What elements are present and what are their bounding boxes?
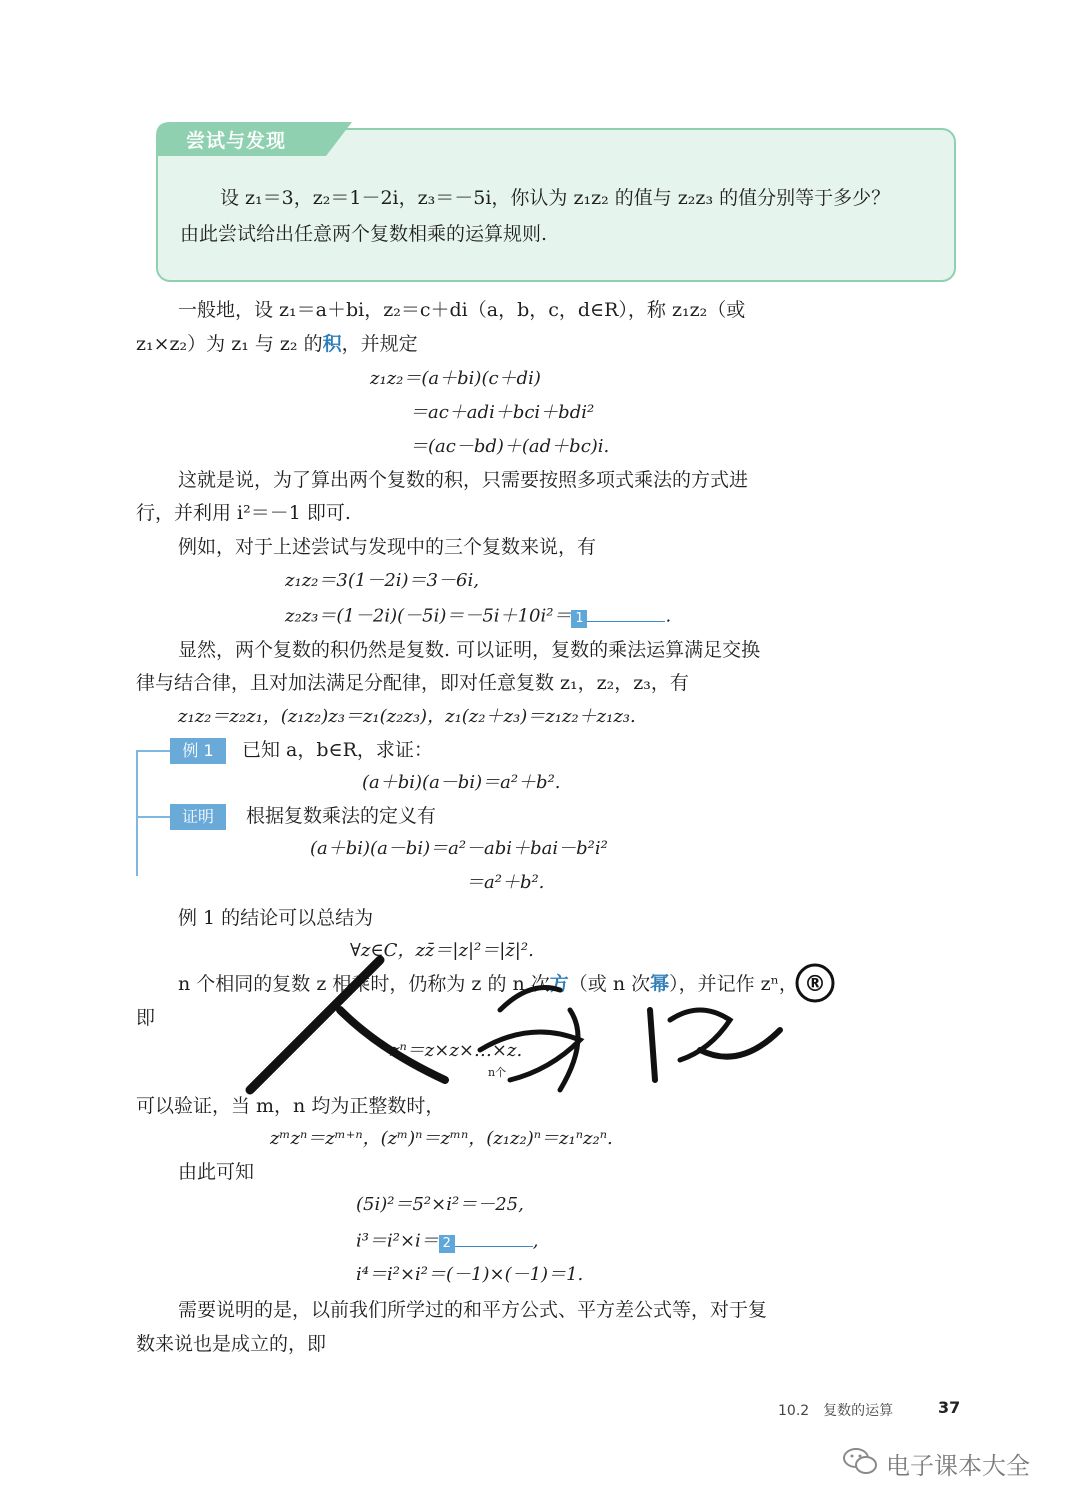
para9-line1: 需要说明的是，以前我们所学过的和平方公式、平方差公式等，对于复 bbox=[178, 1299, 768, 1321]
para1-line2 bbox=[136, 330, 418, 358]
proof-tag: 证明 bbox=[170, 804, 226, 830]
para4-line1: 显然，两个复数的积仍然是复数. 可以证明，复数的乘法运算满足交换 bbox=[178, 639, 761, 661]
para3-line1: 例如，对于上述尝试与发现中的三个复数来说，有 bbox=[178, 536, 597, 558]
blank-underline-2 bbox=[455, 1228, 533, 1247]
power-example-2 bbox=[356, 1228, 539, 1255]
page-number: 37 bbox=[938, 1398, 961, 1417]
registered-mark-text: ® bbox=[804, 972, 826, 997]
para9-line2: 数来说也是成立的，即 bbox=[136, 1333, 327, 1355]
registered-mark-icon bbox=[794, 962, 836, 1004]
wechat-icon bbox=[842, 1446, 878, 1476]
para2-line1: 这就是说，为了算出两个复数的积，只需要按照多项式乘法的方式进 bbox=[178, 469, 749, 491]
power-brace-label: n个 bbox=[488, 1066, 507, 1079]
para1-line2-pre: z₁×z₂）为 z₁ 与 z₂ 的 bbox=[136, 333, 323, 355]
para8-line1: 由此可知 bbox=[178, 1161, 255, 1183]
blank-underline-1 bbox=[587, 603, 665, 622]
power-example-1: (5i)²＝5²×i²＝－25, bbox=[356, 1194, 524, 1215]
proof-line1: (a＋bi)(a－bi)＝a²－abi＋bai－b²i² bbox=[310, 838, 608, 859]
watermark-text: 电子课本大全 bbox=[886, 1452, 1030, 1480]
try-discover-title: 尝试与发现 bbox=[186, 130, 287, 152]
power-example-3: i⁴＝i²×i²＝(－1)×(－1)＝1. bbox=[356, 1264, 584, 1285]
blank-number-2: 2 bbox=[439, 1235, 455, 1253]
fill-blank-1[interactable] bbox=[571, 603, 665, 630]
term-exponent: 幂 bbox=[650, 973, 670, 995]
para4-line2: 律与结合律，且对加法满足分配律，即对任意复数 z₁，z₂，z₃，有 bbox=[136, 672, 689, 694]
power-definition-formula: zⁿ＝z×z×…×z. bbox=[390, 1040, 523, 1061]
fill-blank-2[interactable] bbox=[439, 1228, 533, 1255]
para5-line1: 例 1 的结论可以总结为 bbox=[178, 907, 374, 929]
example-bracket-top bbox=[136, 750, 170, 752]
para6-line1-mid: （或 n 次 bbox=[568, 973, 651, 995]
para6-line1-post: ），并记作 zⁿ， bbox=[669, 973, 798, 995]
conjugate-formula: ∀z∈C，zz̄＝|z|²＝|z̄|². bbox=[350, 940, 534, 961]
product-definition-line2: ＝ac＋adi＋bci＋bdi² bbox=[410, 402, 595, 423]
example-calc-line2 bbox=[285, 603, 671, 630]
multiplication-laws: z₁z₂＝z₂z₁，(z₁z₂)z₃＝z₁(z₂z₃)，z₁(z₂＋z₃)＝z₁z₂＋z₁z₃. bbox=[178, 706, 636, 727]
try-discover-instruction: 由此尝试给出任意两个复数相乘的运算规则. bbox=[180, 223, 548, 245]
power-example-2-end: , bbox=[532, 1230, 539, 1252]
para2-line2: 行，并利用 i²＝－1 即可. bbox=[136, 502, 351, 524]
term-product: 积 bbox=[322, 333, 342, 355]
product-definition-line1: z₁z₂＝(a＋bi)(c＋di) bbox=[370, 368, 541, 389]
para6-line1-pre: n 个相同的复数 z 相乘时，仍称为 z 的 n 次 bbox=[178, 973, 550, 995]
proof-text: 根据复数乘法的定义有 bbox=[246, 805, 437, 827]
blank-number-1: 1 bbox=[571, 610, 587, 628]
product-definition-line3: ＝(ac－bd)＋(ad＋bc)i. bbox=[410, 436, 610, 457]
example1-statement: 已知 a，b∈R，求证： bbox=[242, 739, 433, 761]
term-power: 方 bbox=[549, 973, 569, 995]
para6-line2: 即 bbox=[136, 1007, 156, 1029]
example1-formula: (a＋bi)(a－bi)＝a²＋b². bbox=[362, 772, 561, 793]
example-bracket-mid bbox=[136, 816, 170, 818]
example-bracket-line bbox=[136, 750, 138, 876]
publisher-calligraphy-stamp bbox=[230, 950, 790, 1100]
example-calc-line1: z₁z₂＝3(1－2i)＝3－6i, bbox=[285, 570, 479, 591]
try-discover-question: 设 z₁＝3，z₂＝1－2i，z₃＝－5i，你认为 z₁z₂ 的值与 z₂z₃ 的值分别等于多少？ bbox=[220, 187, 891, 209]
example1-tag: 例 1 bbox=[170, 738, 226, 764]
example-calc-line2-end: . bbox=[665, 605, 672, 627]
para1-line1: 一般地，设 z₁＝a＋bi，z₂＝c＋di（a，b，c，d∈R），称 z₁z₂（或 bbox=[178, 299, 746, 321]
power-example-2-text: i³＝i²×i＝ bbox=[356, 1230, 439, 1252]
para7-line1: 可以验证，当 m，n 均为正整数时， bbox=[136, 1095, 445, 1117]
power-rules-formula: zᵐzⁿ＝zᵐ⁺ⁿ，(zᵐ)ⁿ＝zᵐⁿ，(z₁z₂)ⁿ＝z₁ⁿz₂ⁿ. bbox=[270, 1128, 613, 1149]
footer-section: 10.2 复数的运算 bbox=[778, 1403, 894, 1419]
example-calc-line2-text: z₂z₃＝(1－2i)(－5i)＝－5i＋10i²＝ bbox=[285, 605, 572, 627]
para1-line2-post: ，并规定 bbox=[341, 333, 418, 355]
proof-line2: ＝a²＋b². bbox=[466, 872, 545, 893]
